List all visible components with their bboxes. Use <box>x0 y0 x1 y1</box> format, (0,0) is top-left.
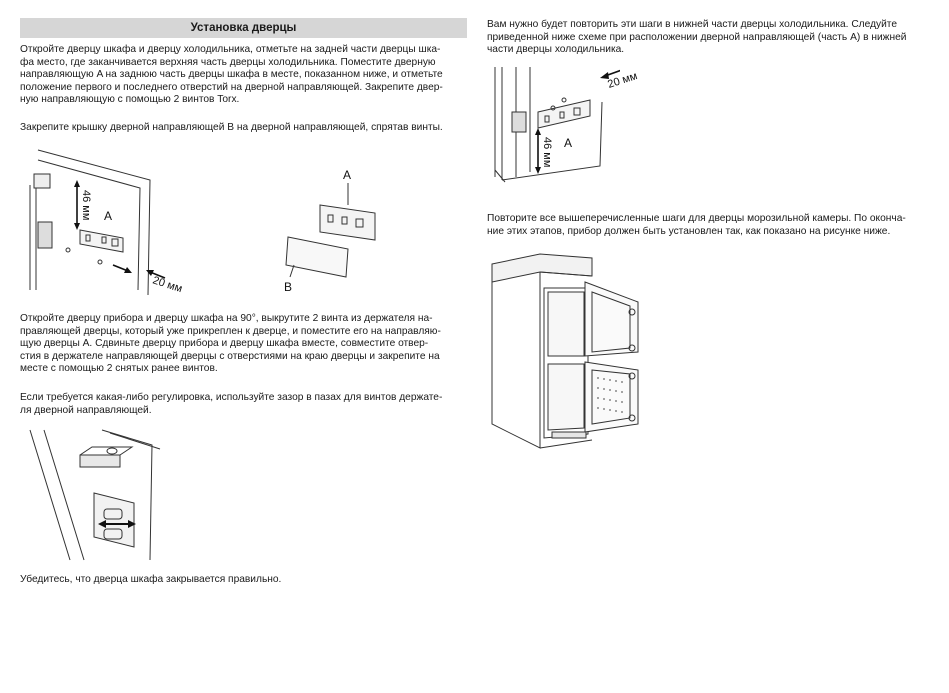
instruction-paragraph-4: Если требуется какая-либо регулировка, используйте зазор в пазах для винтов держате- ля дверной направляющей. <box>20 392 443 416</box>
dimension-label-46: 46 мм <box>80 190 92 221</box>
door-guide-diagram <box>20 140 200 300</box>
parts-a-b-diagram <box>280 145 420 295</box>
bottom-dimension-20-label <box>605 66 655 96</box>
instruction-paragraph-3: Откройте дверцу прибора и дверцу шкафа на 90°, выкрутите 2 винта из держателя на- правляющей дверцы, который уже прикреплен к дверце, и поместите его на направляю- щую дверцы A. Сдвиньте дверцу прибора и дверцу шкафа вместе, совместите отвер- стия в держателе направляющей дверцы с отверстиями на краю дверцы и закрепите на месте с помощью 2 снятых ранее винтов. <box>20 313 441 375</box>
bottom-door-guide-diagram <box>490 62 620 192</box>
part-label-b: B <box>284 280 293 294</box>
part-label-a: A <box>343 168 352 182</box>
part-label-a: A <box>564 136 573 150</box>
dimension-label-46: 46 мм <box>541 137 553 168</box>
instruction-paragraph-2: Закрепите крышку дверной направляющей B на дверной направляющей, спрятав винты. <box>20 122 443 133</box>
instruction-paragraph-right-1: Вам нужно будет повторить эти шаги в нижней части дверцы холодильника. Следуйте приведенной ниже схеме при расположении дверной направляющей (часть A) в нижней части дверцы холодильника. <box>487 19 907 56</box>
instruction-paragraph-1: Откройте дверцу шкафа и дверцу холодильника, отметьте на задней части дверцы шка- фа место, где заканчивается верхняя часть дверцы холодильника. Поместите дверную направляющую A на заднюю часть дверцы шкафа в месте, показанном ниже, и отметьте положение первого и последнего отверстий на дверной направляющей. Закрепите двер- ную направляющую с помощью 2 винтов Torx. <box>20 44 443 106</box>
section-title: Установка дверцы <box>20 18 467 38</box>
part-label-a: A <box>104 209 113 223</box>
instruction-paragraph-5: Убедитесь, что дверца шкафа закрывается правильно. <box>20 574 282 585</box>
instruction-paragraph-right-2: Повторите все вышеперечисленные шаги для дверцы морозильной камеры. По оконча- ние этих этапов, прибор должен быть установлен так, как показано на рисунке ниже. <box>487 213 906 237</box>
dimension-label-20: 20 мм <box>151 274 184 296</box>
installed-appliance-diagram <box>490 252 645 452</box>
dimension-label-20: 20 мм <box>606 70 639 91</box>
door-holder-adjustment-diagram <box>22 425 172 565</box>
